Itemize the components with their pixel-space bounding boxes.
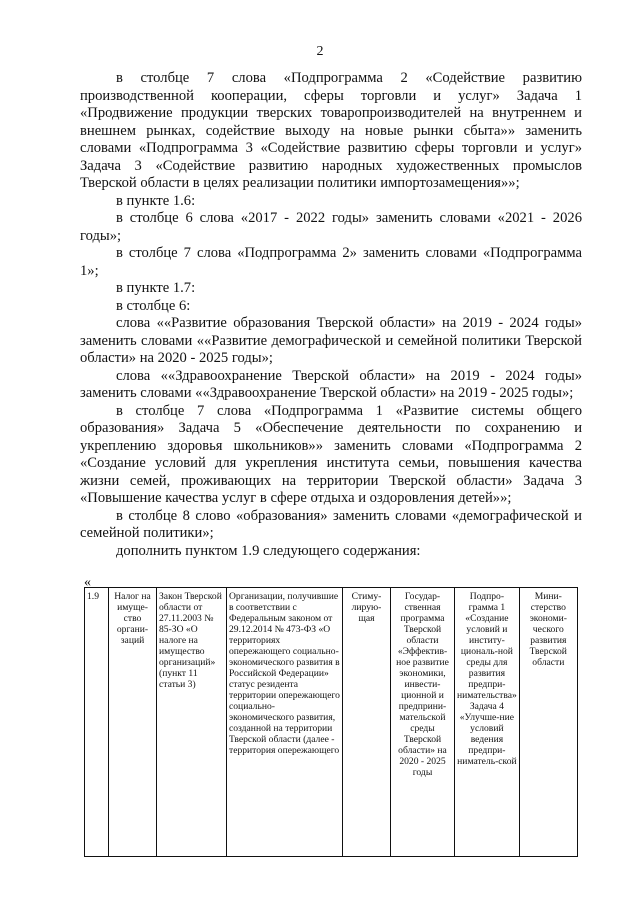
paragraph: дополнить пунктом 1.9 следующего содержания: — [116, 542, 421, 559]
paragraph: в столбце 8 слово «образования» заменить словами «демографической и семейной политики»; — [80, 507, 582, 541]
law-reference-cell: Закон Тверской области от 27.11.2003 № 85-ЗО «О налоге на имущество организаций» (пункт 11 статьи 3) — [157, 588, 227, 857]
paragraph: слова ««Здравоохранение Тверской области» на 2019 - 2024 годы» заменить словами ««Здравоохранение Тверской области» на 2019 - 2025 годы»; — [80, 367, 582, 401]
tax-benefit-table — [84, 587, 578, 857]
recipient-category-cell: Организации, получившие в соответствии с Федеральным законом от 29.12.2014 № 473-ФЗ «О территориях опережающего социально-экономического развития в Российской Федерации» статус резидента территории опережающего социально-экономического развития, созданной на территории Тверской области (далее - территория опережающего — [227, 588, 343, 857]
paragraph: в столбце 6: — [116, 297, 191, 314]
paragraph: в пункте 1.6: — [116, 192, 196, 209]
paragraph: в пункте 1.7: — [116, 280, 196, 296]
paragraph: в столбце 6 слова «2017 - 2022 годы» заменить словами «2021 - 2026 годы»; — [80, 210, 582, 244]
paragraph: слова ««Развитие образования Тверской области» на 2019 - 2024 годы» заменить словами ««Развитие демографической и семейной политики Тверской области» на 2020 - 2025 годы»; — [80, 315, 582, 366]
opening-quote-mark: « — [84, 575, 91, 590]
page-number: 2 — [316, 44, 324, 59]
paragraph: в столбце 7 слова «Подпрограмма 1 «Развитие системы общего образования» Задача 5 «Обеспечение деятельности по сохранению и укреплению здоровья школьников»» заменить словами «Подпрограмма 2 «Создание условий для укрепления института семьи, повышения качества жизни семей, проживающих на территории Тверской области» Задача 3 «Повышение качества услуг в сфере отдыха и оздоровления детей»»; — [80, 402, 582, 506]
benefit-type-cell: Стиму-лирую-щая — [343, 588, 391, 857]
paragraph: в столбце 7 слова «Подпрограмма 2» заменить словами «Подпрограмма 1»; — [80, 245, 582, 279]
item-number-cell: 1.9 — [85, 588, 109, 857]
ministry-cell: Мини-стерство экономи-ческого развития Тверской области — [519, 588, 577, 857]
table-row — [85, 588, 578, 857]
state-program-cell: Государ-ственная программа Тверской области «Эффектив-ное развитие экономики, инвести-ционной и предприни-мательской среды Тверской области» на 2020 - 2025 годы — [391, 588, 455, 857]
subprogram-cell: Подпро-грамма 1 «Создание условий и институ-циональ-ной среды для развития предпри-нимательства» Задача 4 «Улучше-ние условий ведения предпри-ниматель-ской — [455, 588, 520, 857]
paragraph: в столбце 7 слова «Подпрограмма 2 «Содействие развитию производственной кооперации, сферы торговли и услуг» Задача 1 «Продвижение продукции тверских товаропроизводителей на внутреннем и внешнем рынках, содействие выходу на новые рынки сбыта»» заменить словами «Подпрограмма 3 «Содействие развитию сферы торговли и услуг» Задача 3 «Содействие развитию народных художественных промыслов Тверской области в целях реализации политики импортозамещения»»; — [80, 70, 582, 191]
body-text — [80, 70, 582, 560]
tax-name-cell: Налог на имуще-ство органи-заций — [109, 588, 157, 857]
table-body — [85, 588, 578, 857]
